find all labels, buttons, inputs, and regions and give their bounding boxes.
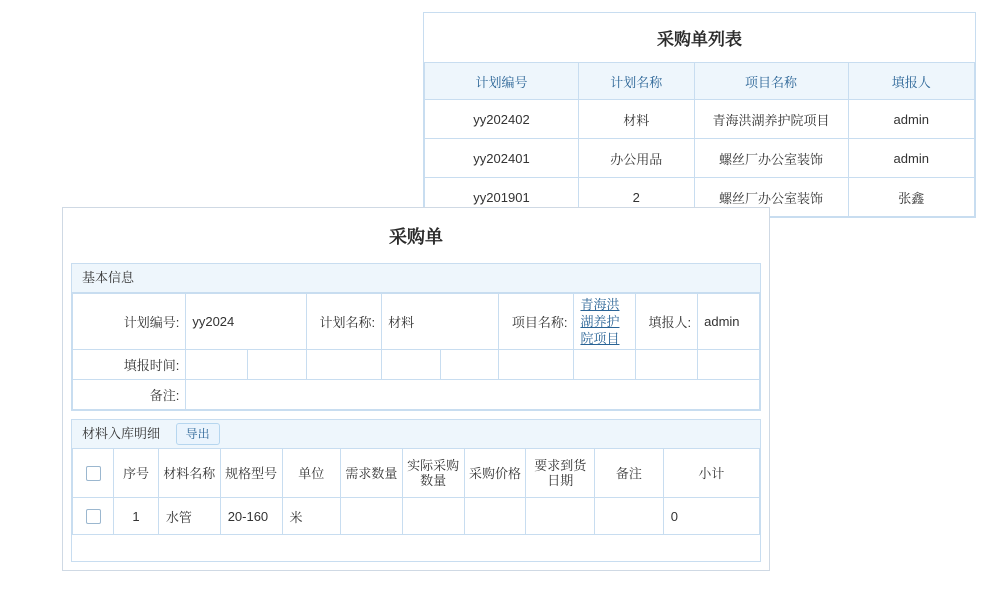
cell-demand-qty[interactable] bbox=[340, 498, 402, 535]
label-project-name: 项目名称: bbox=[498, 294, 574, 350]
table-row[interactable] bbox=[425, 100, 975, 139]
basic-info-row-3 bbox=[73, 380, 760, 410]
cell-due-date[interactable] bbox=[526, 498, 595, 535]
cell-plan-name: 材料 bbox=[579, 100, 695, 139]
cell-plan-no: yy202402 bbox=[425, 100, 579, 139]
purchase-list-table bbox=[424, 63, 975, 217]
column-header-material: 材料名称 bbox=[158, 449, 220, 498]
row-select-cell bbox=[73, 498, 114, 535]
basic-info-section bbox=[71, 263, 761, 411]
material-detail-heading-label: 材料入库明细 bbox=[82, 426, 161, 441]
value-report-time[interactable] bbox=[186, 350, 248, 380]
cell-plan-name: 2 bbox=[579, 178, 695, 217]
material-detail-table bbox=[72, 449, 760, 535]
cell-reporter: 张鑫 bbox=[848, 178, 975, 217]
column-header-remark: 备注 bbox=[595, 449, 664, 498]
cell-plan-no: yy202401 bbox=[425, 139, 579, 178]
empty-cell-8 bbox=[698, 350, 760, 380]
empty-cell-2 bbox=[306, 350, 382, 380]
value-reporter[interactable]: admin bbox=[698, 294, 760, 350]
basic-info-heading: 基本信息 bbox=[72, 264, 760, 293]
select-all-header bbox=[73, 449, 114, 498]
cell-project-name: 青海洪湖养护院项目 bbox=[694, 100, 848, 139]
basic-info-row-1 bbox=[73, 294, 760, 350]
cell-subtotal: 0 bbox=[663, 498, 759, 535]
cell-material: 水管 bbox=[158, 498, 220, 535]
value-remark[interactable] bbox=[186, 380, 760, 410]
column-header-index: 序号 bbox=[114, 449, 159, 498]
purchase-list-title: 采购单列表 bbox=[424, 13, 975, 63]
cell-remark[interactable] bbox=[595, 498, 664, 535]
empty-cell-6 bbox=[574, 350, 636, 380]
column-header-plan-name[interactable]: 计划名称 bbox=[579, 63, 695, 100]
label-remark: 备注: bbox=[73, 380, 186, 410]
cell-actual-qty[interactable] bbox=[402, 498, 464, 535]
material-detail-heading bbox=[72, 420, 760, 449]
empty-cell-1 bbox=[248, 350, 306, 380]
cell-reporter: admin bbox=[848, 139, 975, 178]
select-all-checkbox[interactable] bbox=[86, 466, 101, 481]
column-header-actual-qty: 实际采购数量 bbox=[402, 449, 464, 498]
cell-reporter: admin bbox=[848, 100, 975, 139]
label-reporter: 填报人: bbox=[636, 294, 698, 350]
project-name-link[interactable]: 青海洪湖养护院项目 bbox=[580, 297, 620, 346]
column-header-reporter[interactable]: 填报人 bbox=[848, 63, 975, 100]
purchase-list-panel bbox=[423, 12, 976, 218]
value-project-name-cell bbox=[574, 294, 636, 350]
form-title: 采购单 bbox=[389, 227, 443, 247]
value-plan-no[interactable]: yy2024 bbox=[186, 294, 306, 350]
empty-cell-7 bbox=[636, 350, 698, 380]
cell-project-name: 螺丝厂办公室装饰 bbox=[694, 139, 848, 178]
label-plan-name: 计划名称: bbox=[306, 294, 382, 350]
basic-info-row-2 bbox=[73, 350, 760, 380]
column-header-demand-qty: 需求数量 bbox=[340, 449, 402, 498]
label-report-time: 填报时间: bbox=[73, 350, 186, 380]
cell-index: 1 bbox=[114, 498, 159, 535]
purchase-order-form-panel bbox=[62, 207, 770, 571]
empty-cell-3 bbox=[382, 350, 440, 380]
table-header-row bbox=[425, 63, 975, 100]
column-header-project-name[interactable]: 项目名称 bbox=[694, 63, 848, 100]
empty-cell-5 bbox=[498, 350, 574, 380]
detail-header-row bbox=[73, 449, 760, 498]
cell-plan-no: yy201901 bbox=[425, 178, 579, 217]
column-header-unit: 单位 bbox=[282, 449, 340, 498]
cell-plan-name: 办公用品 bbox=[579, 139, 695, 178]
export-button[interactable]: 导出 bbox=[176, 423, 220, 445]
cell-project-name: 螺丝厂办公室装饰 bbox=[694, 178, 848, 217]
value-plan-name[interactable]: 材料 bbox=[382, 294, 499, 350]
table-row[interactable] bbox=[425, 139, 975, 178]
label-plan-no: 计划编号: bbox=[73, 294, 186, 350]
empty-cell-4 bbox=[440, 350, 498, 380]
cell-unit: 米 bbox=[282, 498, 340, 535]
detail-table-footer bbox=[72, 535, 760, 561]
cell-spec: 20-160 bbox=[220, 498, 282, 535]
column-header-due-date: 要求到货日期 bbox=[526, 449, 595, 498]
cell-price[interactable] bbox=[464, 498, 526, 535]
column-header-price: 采购价格 bbox=[464, 449, 526, 498]
column-header-subtotal: 小计 bbox=[663, 449, 759, 498]
basic-info-table bbox=[72, 293, 760, 410]
column-header-spec: 规格型号 bbox=[220, 449, 282, 498]
table-row[interactable] bbox=[73, 498, 760, 535]
material-detail-section bbox=[71, 419, 761, 562]
row-checkbox[interactable] bbox=[86, 509, 101, 524]
column-header-plan-no[interactable]: 计划编号 bbox=[425, 63, 579, 100]
